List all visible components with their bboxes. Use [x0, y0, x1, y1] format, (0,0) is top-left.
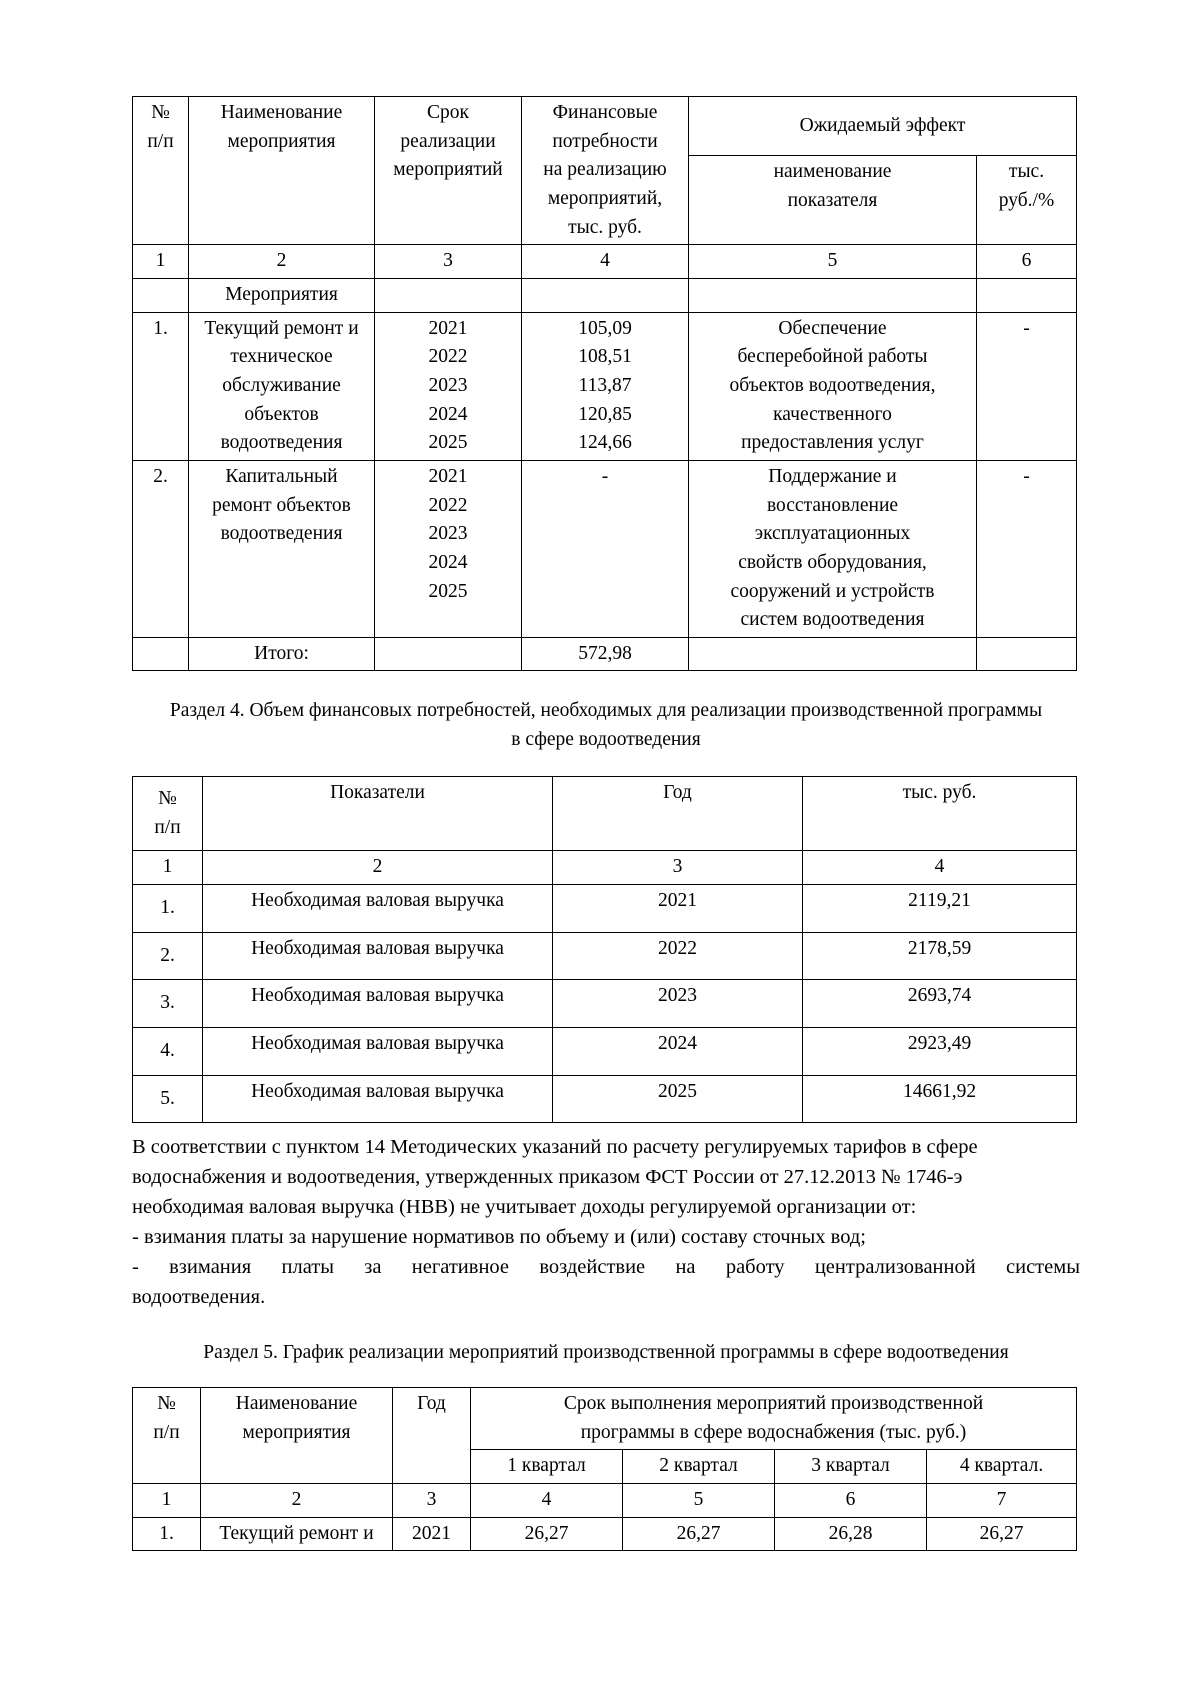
- revenue-table-header-row: [133, 777, 1077, 851]
- row2-year-2023: 2023: [428, 523, 468, 545]
- total-unit: [977, 637, 1077, 671]
- header-effect-name-line1: наименование: [773, 161, 892, 183]
- rev-row2-year: 2022: [553, 932, 803, 980]
- row1-finance-2022: 108,51: [578, 346, 632, 368]
- row1-year-2024: 2024: [428, 403, 468, 425]
- sch-colnum-3: 3: [393, 1484, 471, 1518]
- colnum-4: 4: [522, 245, 689, 279]
- row1-unit: -: [977, 312, 1077, 460]
- nvv-paragraph: [132, 1133, 1080, 1313]
- row2-year-2025: 2025: [428, 580, 468, 602]
- section4-title: [132, 697, 1080, 754]
- rev-row3-value: 2693,74: [803, 980, 1077, 1028]
- sch-header-name-line2: мероприятия: [242, 1421, 351, 1443]
- sch-colnum-7: 7: [927, 1484, 1077, 1518]
- sch-row1-q4: 26,27: [927, 1517, 1077, 1551]
- sch-header-num-line1: №: [157, 1393, 176, 1415]
- row1-num: 1.: [133, 312, 189, 460]
- rev-row5-value: 14661,92: [803, 1075, 1077, 1123]
- sch-row1-name: Текущий ремонт и: [201, 1517, 393, 1551]
- header-term-line1: Срок: [427, 102, 469, 123]
- row2-finance: [522, 460, 689, 637]
- group-row-unit: [977, 278, 1077, 312]
- header-finance-line5: тыс. руб.: [568, 216, 642, 238]
- revenue-table: [132, 776, 1077, 1123]
- row1-name: [189, 312, 375, 460]
- row1-name-line2: техническое: [230, 346, 333, 368]
- header-cell-number: [133, 97, 189, 245]
- row1-name-line4: объектов: [244, 403, 319, 425]
- rev-colnum-1: 1: [133, 851, 203, 885]
- row1-effect-line5: предоставления услуг: [741, 432, 924, 454]
- sch-row1-num: 1.: [133, 1517, 201, 1551]
- rev-row3-indicator: Необходимая валовая выручка: [203, 980, 553, 1028]
- sch-row1-q1: 26,27: [471, 1517, 623, 1551]
- header-cell-name: [189, 97, 375, 245]
- sch-row1-q2: 26,27: [623, 1517, 775, 1551]
- sch-row1-year: 2021: [393, 1517, 471, 1551]
- rev-colnum-4: 4: [803, 851, 1077, 885]
- group-row-label: Мероприятия: [189, 278, 375, 312]
- header-finance-line1: Финансовые: [552, 102, 658, 123]
- total-term: [375, 637, 522, 671]
- measures-table-total-row: [133, 637, 1077, 671]
- row2-effect-line6: систем водоотведения: [740, 609, 925, 631]
- schedule-table: [132, 1387, 1077, 1551]
- revenue-table-column-numbers: [133, 851, 1077, 885]
- nvv-bullet-2-tail: водоотведения.: [132, 1285, 266, 1308]
- colnum-2: 2: [189, 245, 375, 279]
- rev-row2-indicator: Необходимая валовая выручка: [203, 932, 553, 980]
- sch-colnum-6: 6: [775, 1484, 927, 1518]
- table-row: [133, 1517, 1077, 1551]
- colnum-3: 3: [375, 245, 522, 279]
- rev-row1-num: 1.: [133, 884, 203, 932]
- colnum-6: 6: [977, 245, 1077, 279]
- row2-years: [375, 460, 522, 637]
- row2-effect-line1: Поддержание и: [768, 465, 897, 487]
- row2-effect-line2: восстановление: [766, 494, 899, 516]
- rev-header-indicators: Показатели: [203, 777, 553, 851]
- rev-row2-value: 2178,59: [803, 932, 1077, 980]
- sch-colnum-4: 4: [471, 1484, 623, 1518]
- rev-row2-num: 2.: [133, 932, 203, 980]
- sch-header-year: Год: [393, 1388, 471, 1484]
- header-effect-unit-line2: руб./%: [998, 190, 1055, 212]
- header-cell-term: [375, 97, 522, 245]
- sch-header-name-line1: Наименование: [235, 1393, 358, 1415]
- total-finance: 572,98: [522, 637, 689, 671]
- rev-row5-indicator: Необходимая валовая выручка: [203, 1075, 553, 1123]
- sch-header-q2: 2 квартал: [623, 1450, 775, 1484]
- measures-table-header-row-1: [133, 97, 1077, 156]
- row2-unit: -: [977, 460, 1077, 637]
- header-finance-line4: мероприятий,: [547, 187, 663, 209]
- row2-effect-line3: эксплуатационных: [754, 523, 911, 545]
- rev-row5-num: 5.: [133, 1075, 203, 1123]
- header-effect-unit-line1: тыс.: [1008, 161, 1045, 183]
- row2-finance-value: -: [601, 465, 609, 487]
- rev-colnum-2: 2: [203, 851, 553, 885]
- row1-finance-2021: 105,09: [578, 317, 632, 339]
- group-row-num: [133, 278, 189, 312]
- row2-effect-line4: свойств оборудования,: [738, 551, 927, 573]
- row2-year-2022: 2022: [428, 494, 468, 516]
- nvv-paragraph-line3: необходимая валовая выручка (НВВ) не учитывает доходы регулируемой организации от:: [132, 1196, 917, 1219]
- total-num: [133, 637, 189, 671]
- schedule-header-row-1: [133, 1388, 1077, 1450]
- group-row-finance: [522, 278, 689, 312]
- measures-table-group-row: [133, 278, 1077, 312]
- sch-header-q1: 1 квартал: [471, 1450, 623, 1484]
- row2-name: [189, 460, 375, 637]
- header-term-line3: мероприятий: [393, 159, 503, 181]
- rev-row5-year: 2025: [553, 1075, 803, 1123]
- sch-colnum-2: 2: [201, 1484, 393, 1518]
- section4-title-line2: в сфере водоотведения: [511, 728, 701, 750]
- group-row-term: [375, 278, 522, 312]
- nvv-paragraph-line1: В соответствии с пунктом 14 Методических указаний по расчету регулируемых тарифов в сфере: [132, 1136, 978, 1159]
- total-label: Итого:: [189, 637, 375, 671]
- row1-effect-line2: бесперебойной работы: [737, 346, 928, 368]
- header-cell-effect-unit: [977, 156, 1077, 245]
- rev-row4-year: 2024: [553, 1027, 803, 1075]
- rev-colnum-3: 3: [553, 851, 803, 885]
- row1-year-2022: 2022: [428, 346, 468, 368]
- rev-header-num-line2: п/п: [154, 816, 181, 838]
- row1-year-2025: 2025: [428, 432, 468, 454]
- row1-name-line5: водоотведения: [220, 432, 343, 454]
- colnum-5: 5: [689, 245, 977, 279]
- sch-header-q4: 4 квартал.: [927, 1450, 1077, 1484]
- row1-finance-2023: 113,87: [578, 374, 632, 396]
- table-row: [133, 980, 1077, 1028]
- rev-header-unit: тыс. руб.: [803, 777, 1077, 851]
- table-row: [133, 1075, 1077, 1123]
- nvv-bullet-1: - взимания платы за нарушение нормативов по объему и (или) составу сточных вод;: [132, 1226, 866, 1249]
- header-cell-effect-group: Ожидаемый эффект: [689, 97, 1077, 156]
- row2-year-2021: 2021: [428, 465, 468, 487]
- rev-row1-value: 2119,21: [803, 884, 1077, 932]
- row1-effect-line1: Обеспечение: [778, 317, 887, 339]
- row2-num: 2.: [133, 460, 189, 637]
- row1-finance-2025: 124,66: [578, 432, 632, 454]
- header-name-line2: мероприятия: [227, 130, 336, 152]
- table-row: [133, 460, 1077, 637]
- group-row-effect: [689, 278, 977, 312]
- row1-finance: [522, 312, 689, 460]
- header-finance-line3: на реализацию: [543, 159, 667, 181]
- table-row: [133, 884, 1077, 932]
- row1-finance-2024: 120,85: [578, 403, 632, 425]
- section5-title: Раздел 5. График реализации мероприятий производственной программы в сфере водоотведения: [203, 1341, 1009, 1363]
- nvv-paragraph-line2: водоснабжения и водоотведения, утвержденных приказом ФСТ России от 27.12.2013 № 1746-э: [132, 1166, 963, 1189]
- row2-effect: [689, 460, 977, 637]
- measures-table: [132, 96, 1077, 671]
- sch-colnum-5: 5: [623, 1484, 775, 1518]
- sch-header-q3: 3 квартал: [775, 1450, 927, 1484]
- measures-table-column-numbers: [133, 245, 1077, 279]
- rev-row4-indicator: Необходимая валовая выручка: [203, 1027, 553, 1075]
- row2-name-line2: ремонт объектов: [212, 494, 351, 516]
- row1-name-line1: Текущий ремонт и: [204, 317, 359, 339]
- rev-row1-indicator: Необходимая валовая выручка: [203, 884, 553, 932]
- sch-header-name: [201, 1388, 393, 1484]
- row2-name-line1: Капитальный: [225, 465, 338, 487]
- rev-header-num: [133, 777, 203, 851]
- row1-effect: [689, 312, 977, 460]
- header-term-line2: реализации: [400, 130, 496, 152]
- row1-name-line3: обслуживание: [222, 374, 341, 396]
- rev-row4-value: 2923,49: [803, 1027, 1077, 1075]
- rev-row3-year: 2023: [553, 980, 803, 1028]
- sch-header-term-line1: Срок выполнения мероприятий производственной: [563, 1393, 984, 1415]
- row1-year-2023: 2023: [428, 374, 468, 396]
- schedule-column-numbers: [133, 1484, 1077, 1518]
- rev-header-num-line1: №: [158, 788, 177, 809]
- header-name-line1: Наименование: [220, 102, 343, 123]
- header-num-line1: №: [151, 102, 170, 123]
- header-num-line2: п/п: [147, 130, 174, 152]
- section4-title-line1: Раздел 4. Объем финансовых потребностей, необходимых для реализации производственной программы: [169, 700, 1043, 722]
- table-row: [133, 932, 1077, 980]
- sch-header-term-line2: программы в сфере водоснабжения (тыс. руб.): [580, 1421, 967, 1443]
- header-cell-effect-name: [689, 156, 977, 245]
- nvv-bullet-2: - взимания платы за негативное воздействие на работу централизованной системы: [132, 1255, 1080, 1278]
- table-row: [133, 312, 1077, 460]
- sch-colnum-1: 1: [133, 1484, 201, 1518]
- rev-header-year: Год: [553, 777, 803, 851]
- rev-row4-num: 4.: [133, 1027, 203, 1075]
- row2-effect-line5: сооружений и устройств: [730, 580, 935, 602]
- header-finance-line2: потребности: [552, 130, 658, 152]
- row1-years: [375, 312, 522, 460]
- row2-year-2024: 2024: [428, 551, 468, 573]
- rev-row3-num: 3.: [133, 980, 203, 1028]
- total-effect: [689, 637, 977, 671]
- row1-year-2021: 2021: [428, 317, 468, 339]
- sch-header-num-line2: п/п: [153, 1421, 180, 1443]
- row2-name-line3: водоотведения: [220, 523, 343, 545]
- sch-header-term-group: [471, 1388, 1077, 1450]
- sch-header-num: [133, 1388, 201, 1484]
- row1-effect-line4: качественного: [773, 403, 892, 425]
- row1-effect-line3: объектов водоотведения,: [729, 374, 936, 396]
- sch-row1-q3: 26,28: [775, 1517, 927, 1551]
- header-effect-name-line2: показателя: [787, 190, 878, 212]
- header-cell-finance: [522, 97, 689, 245]
- colnum-1: 1: [133, 245, 189, 279]
- rev-row1-year: 2021: [553, 884, 803, 932]
- table-row: [133, 1027, 1077, 1075]
